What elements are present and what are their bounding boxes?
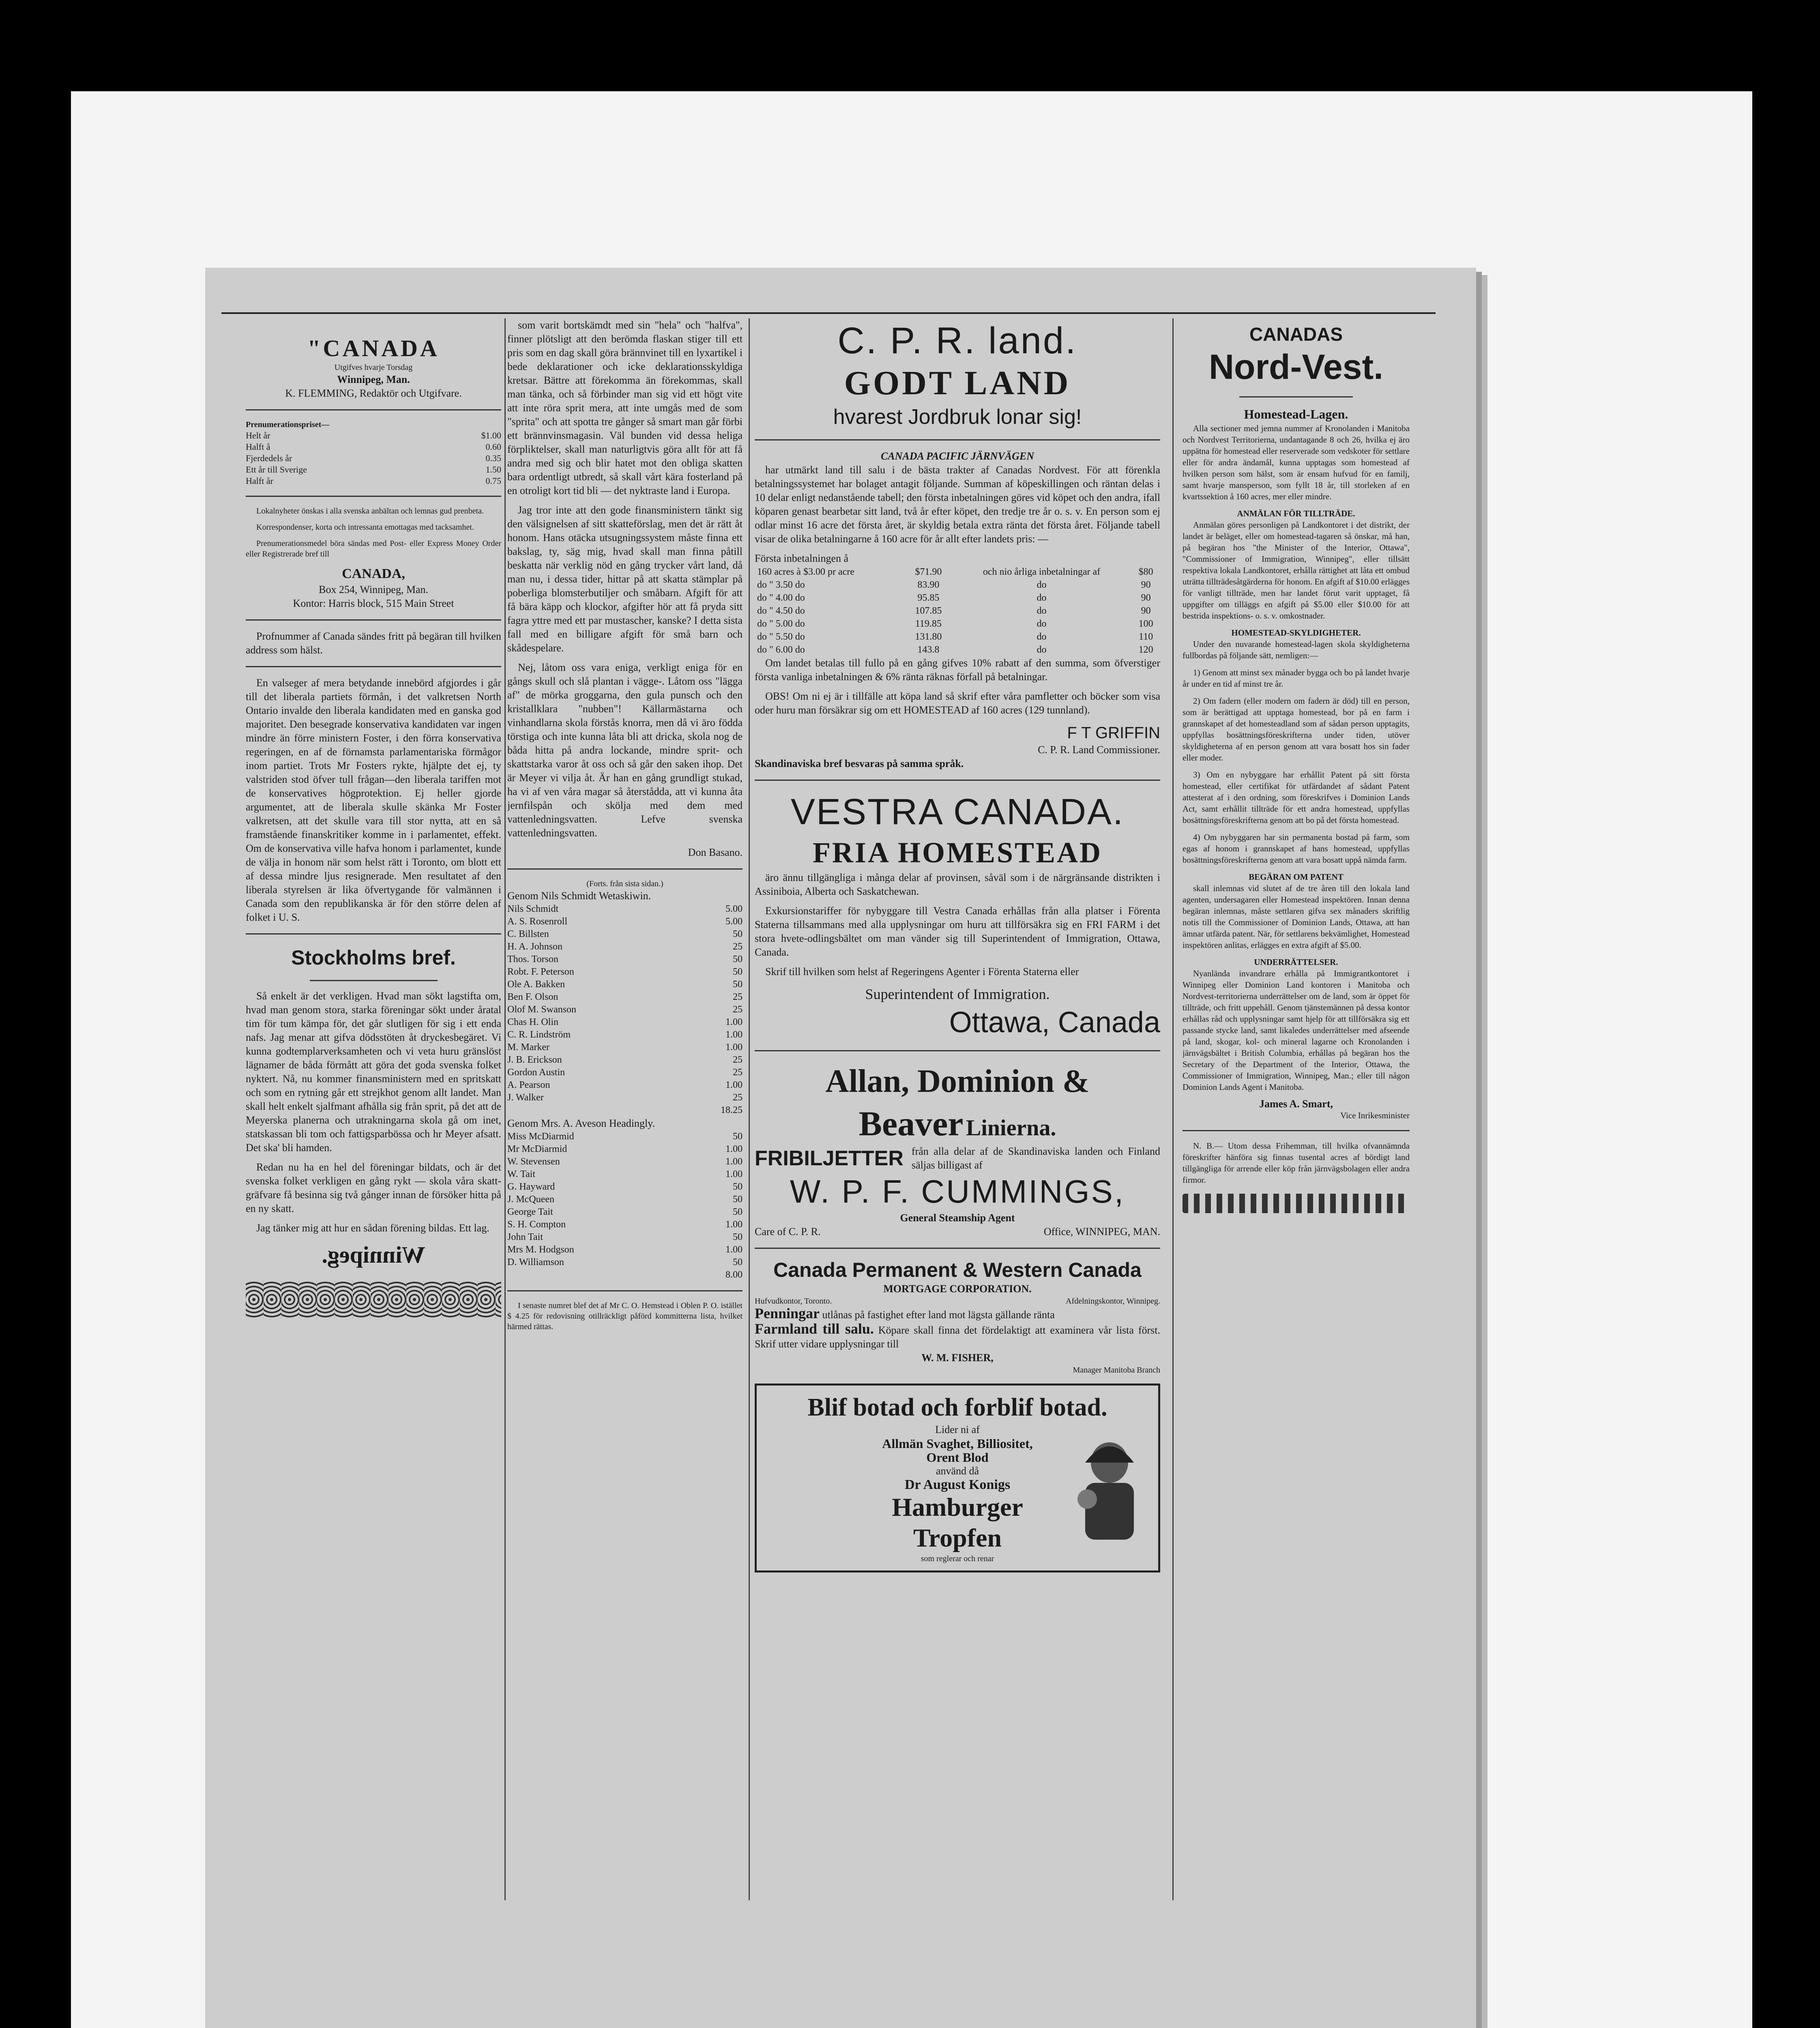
hamburger-tropfen-ad	[755, 1384, 1160, 1573]
editor-line: K. FLEMMING, Redaktör och Utgifvare.	[285, 387, 462, 399]
table-row: 160 acres à $3.00 pr acre $71.90 och nio årliga inbetalningar af $80	[757, 567, 1153, 577]
donor-row: George Tait 50	[507, 1207, 743, 1217]
law-paragraph: 2) Om fadern (eller modern om fadern är död) till en person, som är berättigad att upptaga homestead, bor på en farm i grannskapet af det homesteadland som af sådan person upptagits, uppfyllas bosättningsföreskrifterna under tiden, utöver skyldigheterna af en person genom att vara bosatt hos sin fader eller moder.	[1183, 696, 1410, 763]
masthead: "CANADA	[307, 335, 440, 361]
vestra-body: äro ännu tillgängliga i många delar af provinsen, såväl som i de närgränsande distrikten i Assiniboia, Alberta och Saskatchewan.	[755, 872, 1160, 897]
hamburger-line: Orent Blod	[926, 1450, 989, 1465]
price-row: Ett år till Sverige 1.50	[246, 464, 501, 475]
linierna: Linierna.	[966, 1115, 1056, 1141]
cpr-signature-title: C. P. R. Land Commissioner.	[1038, 744, 1160, 756]
footnote: I senaste numret blef det af Mr C. O. Hemstead i Oblen P. O. istället $ 4.25 för redovisning otillräckligt påförd kommitterna lista, hvilket härmed rättas.	[507, 1301, 743, 1331]
price-row: Helt år $1.00	[246, 430, 501, 440]
vestra-body: Skrif till hvilken som helst af Regeringens Agenter i Förenta Staterna eller	[765, 966, 1079, 977]
section-heading: HOMESTEAD-SKYLDIGHETER.	[1231, 628, 1361, 638]
divider	[246, 619, 501, 621]
notice: Prenumerationsmedel böra sändas med Post- eller Express Money Order eller Registrerade bref till	[246, 539, 501, 559]
sample-note: Profnummer af Canada sändes fritt på begäran till hvilken address som hälst.	[246, 630, 501, 656]
law-paragraph: Anmälan göres personligen på Landkontoret i det distrikt, der landet är beläget, eller om homestead-tagaren så önskar, må han, på begäran hos "the Minister of the Interior, Ottawa", "Commissioner of Immigration, Winnipeg", eller tillsätt respektiva lokala Landkontoret, erhålla rättighet att låta ett ombud uträtta tillträdesåtgärderna för honom. En afgift af $10.00 erlägges för vanligt tillträde, men har landet förut varit upptaget, få uppgifter om tilläggs en afgift på $5.00 eller $10.00 för att bestrida inspektions- o. s. v. omkostnader.	[1183, 520, 1410, 621]
list-intro: Genom Mrs. A. Aveson Headingly.	[507, 1117, 655, 1129]
donor-row: G. Hayward 50	[507, 1182, 743, 1192]
vestra-title: VESTRA CANADA.	[790, 792, 1125, 832]
donor-row: Robt. F. Peterson 50	[507, 967, 743, 977]
donor-row: M. Marker 1.00	[507, 1042, 743, 1053]
cpr-body: har utmärkt land till salu i de bästa trakter af Canadas Nordvest. För att förenkla betalningssystemet har bolaget antagit följande. Summan af köpeskillingen och räntan delas i 10 delar enligt nedanstående tabell; den första inbetalningen göres vid köpet och den andra, ifall köparen genast bearbetar sitt land, två år efter köpet, den tredje tre år o. s. v. En person som ej odlar minst 16 acre det första året, är skyldig betala extra ränta det första året. Följande tabell visar de olika betalningarne å 160 acre för år allt efter landets pris: —	[755, 464, 1160, 545]
column-3	[755, 318, 1160, 1900]
vestra-ottawa: Ottawa, Canada	[949, 1006, 1160, 1039]
donor-row: J. Walker 25	[507, 1092, 743, 1103]
subtotal-row: 8.00	[725, 1270, 743, 1280]
divider	[246, 409, 501, 410]
donor-row: Ole A. Bakken 50	[507, 979, 743, 990]
donor-row: C. Billsten 50	[507, 929, 743, 939]
fribiljetter-label: FRIBILJETTER	[755, 1147, 904, 1170]
divider	[507, 1290, 743, 1291]
table-row: do " 3.50 do 83.90 do 90	[757, 580, 1151, 590]
cpr-payment-table	[755, 565, 1160, 656]
cpr-table-head: Första inbetalningen å	[755, 552, 849, 564]
masthead-sub: Utgifves hvarje Torsdag	[334, 363, 413, 372]
law-paragraph: 4) Om nybyggaren har sin permanenta bostad på farm, som egas af honom i grannskapet af hans homestead, uppfyllas bosättningsföreskrifterna genom att vara bosatt uppå nämda farm.	[1183, 832, 1410, 865]
address-office: Kontor: Harris block, 515 Main Street	[293, 597, 454, 609]
list-header: (Forts. från sista sidan.)	[586, 879, 663, 888]
donor-row: W. Stevensen 1.00	[507, 1156, 743, 1167]
signature: James A. Smart,	[1259, 1098, 1333, 1110]
mortgage-sub: MORTGAGE CORPORATION.	[883, 1283, 1032, 1295]
office: Office, WINNIPEG, MAN.	[1043, 1226, 1160, 1237]
man-illustration	[1069, 1438, 1150, 1544]
donor-row: A. Pearson 1.00	[507, 1080, 743, 1090]
divider	[246, 933, 501, 935]
column-rule	[504, 318, 506, 1900]
beaver-title: Beaver	[858, 1104, 964, 1143]
fribiljetter-row	[755, 1145, 1160, 1172]
donor-row: Miss McDiarmid 50	[507, 1131, 743, 1142]
law-paragraph: 3) Om en nybyggare har erhållit Patent på sitt första homestead, eller certifikat för utfärdandet af sådant Patent attesterat af i den ordning, som föreskrifves i Dominion Lands Act, samt erhållit tillträde för ett andra homestead, uppfyllas bosättningsföreskrifterna genom att bo på det första homestead.	[1183, 770, 1410, 825]
hamburger-line: som reglerar och renar	[921, 1554, 994, 1563]
law-paragraph: Nyanlända invandrare erhålla på Immigrantkontoret i Winnipeg eller Dominion Land kontoren i Manitoba och Nordvest-territorierna underrättelser om de land, som är öppet för tillträde, och fritt uppehåll. Genom tjänstemännen på dessa kontor erhållas råd och upplysningar samt hjelp för att tillförsäkra sig ett passande stycke land, samt likaledes underrättelser med afseende på land, skogar, kol- och mineral lagarne och Kronolanden i järnvägsbältet i British Columbia, erhållas på begäran hos the Secretary of the Department of the Interior, Ottawa, the Commissioner of Immigration, Winnipeg, Man.; eller till någon Dominion Lands Agent i Manitoba.	[1183, 969, 1410, 1092]
donor-row: C. R. Lindström 1.00	[507, 1029, 743, 1040]
divider	[755, 1050, 1160, 1051]
column-rule	[749, 318, 750, 1900]
divider	[246, 666, 501, 667]
donor-row: Nils Schmidt 5.00	[507, 904, 743, 914]
donor-row: Mr McDiarmid 1.00	[507, 1144, 743, 1154]
cpr-signature: F T GRIFFIN	[1067, 724, 1160, 742]
cpr-tagline: hvarest Jordbruk lonar sig!	[833, 405, 1082, 429]
mortgage-hq: Hufvudkontor, Toronto.	[755, 1297, 832, 1306]
divider	[1183, 1130, 1410, 1131]
donor-row: John Tait 50	[507, 1232, 743, 1242]
price-row: Halft å 0.60	[246, 442, 501, 452]
nb-note: N. B.— Utom dessa Frihemman, till hvilka ofvannämnda föreskrifter hänföra sig finnas tusental acres af bördigt land tillgängliga för arrende eller köp från järnvägsbolagen eller andra firmor.	[1183, 1141, 1410, 1185]
mortgage-title: Canada Permanent & Western Canada	[773, 1259, 1142, 1281]
column-rule	[1172, 318, 1174, 1900]
article-paragraph: Nej, låtom oss vara eniga, verkligt eniga för en gångs skull och slå plantan i vägge-. Låtom oss "lägga af" de mörka groggarna, den gula punsch och den kristallklara "nubben"! Källarmästarna och vinhandlarna skola förstås knorra, men då vi äro födda törstiga och inte kunna låta bli att dricka, skola nog de båda hitta på andra lockande, mindre sprit- och skattstarka varor åt oss och så går den saken ihop. Det är Meyer vi vilja åt. Är han en gång grundligt stukad, ha vi af ven våra magar så återstådda, att vi kunna åta jernfilspån och skölja med dem med vattenledningsvatten. Lefve svenska vattenledningsvatten.	[507, 662, 743, 839]
article-paragraph: Jag tror inte att den gode finansministern tänkt sig den välsignelsen af sitt skatteförslag, men det är rätt åt honom. Hans otäcka utsugningssystem måste finna ett bakslag, ty, säg mig, hvad skall man finna påtill beskatta när verklig nöd en gång trycker vårt land, då man nu, i dessa tider, hittar på att skatta stämplar på poberliga blomsterbutiljer och småbarn. Afgift för att få bära käpp och klockor, afgifter hör att få pryda sitt fagra yttre med ett par mustascher, kanske? I detta sista fall med en billigare afgift för små barn och skådespelare.	[507, 504, 743, 654]
mortgage-signature-title: Manager Manitoba Branch	[1073, 1366, 1160, 1375]
notice: Lokalnyheter önskas i alla svenska anbältan och lemnas gud prenbeta.	[256, 507, 484, 516]
mortgage-body: utlånas på fastighet efter land mot lägsta gällande ränta	[822, 1309, 1055, 1321]
vestra-body: Exkursionstariffer för nybyggare till Vestra Canada erhållas från alla platser i Förenta Staterna tillsammans med alla upplysningar om huru att tillförsäkra sig en FRI FARM i det stora hvete-odlingsbältet om man vänder sig till Superintendent of Immigration, Ottawa, Canada.	[755, 905, 1160, 958]
donor-row: S. H. Compton 1.00	[507, 1219, 743, 1230]
hamburger-line: Allmän Svaghet, Billiositet,	[882, 1436, 1033, 1451]
newspaper-page	[205, 268, 1476, 2028]
fribiljetter-text: från alla delar af de Skandinaviska landen och Finland säljas billigast af	[911, 1145, 1160, 1171]
cummings-address	[755, 1225, 1160, 1239]
cpr-title: C. P. R. land.	[837, 320, 1077, 361]
donor-row: Thos. Torson 50	[507, 954, 743, 965]
cpr-railway: CANADA PACIFIC JÄRNVÄGEN	[880, 450, 1034, 462]
section-heading: ANMÄLAN FÖR TILLTRÄDE.	[1237, 509, 1355, 518]
donor-row: Chas H. Olin 1.00	[507, 1017, 743, 1027]
article-paragraph: som varit bortskämdt med sin "hela" och "halfva", finner plötsligt att den berömda flaskan stiger till ett pris som en dag skall göra brännvinet till en lyxartikel i bede deklarationer och icke deklarationsskyldiga kretsar. Bättre att förekomma än förekommas, skall man tänka, och så förbinder man sig vid ett högt vite att inte röra sprit mera, att inte umgås med de som "sprita" och att spotta tre gånger så smart man går förbi ett brännvinsmagasin. Väl bunden vid dessa heliga förpliktelser, skall man naturligtvis göra allt för att få andra med sig och blir hatet mot den obliga skatten bara ordentligt utbredt, så skall vårt kära fosterland på en otroligt kort tid bli — det nyktraste land i Europa.	[507, 319, 743, 496]
law-paragraph: 1) Genom att minst sex månader bygga och bo på landet hvarje år under en tid af minst tre år.	[1183, 668, 1410, 689]
article-paragraph: En valseger af mera betydande innebörd afgjordes i går till det liberala partiets förmån, i det valkretsen North Ontario invalde den liberala kandidaten med en ganska god majoritet. Den besegrade konservativa kandidaten var ingen mindre än förre ministern Foster, i den förra konservativa regeringen, en af de förnamsta parlamentariska förmågor inom partiet. Trots Mr Fosters rykte, hjälpte det ej, ty valstriden stod öfver tull frågan—den liberala tariffen mot de konservatives högprotektion. Ej heller gjorde argumentet, att de liberala skulle skänka Mr Foster valkretsen, att det skulle vara till stor nytta, att en så framstående finanskritiker komme in i parlamentet, effekt. Om de konservativa ville hafva honom i parlamentet, kunde de välja in honom när som helst rätt i Toronto, om blott ett af dessa mindre ljus resignerade. Men resultatet af den liberala styrelsen är lika öfvertygande för valmännen i Canada som den republikanska är för den större delen af folket i U. S.	[246, 677, 501, 923]
vestra-superintendent: Superintendent of Immigration.	[865, 986, 1050, 1002]
mortgage-signature: W. M. FISHER,	[921, 1352, 994, 1364]
cpr-note: OBS! Om ni ej är i tillfälle att köpa land så skrif efter våra pamfletter och böcker som visa oder huru man försäkrar sig om ett HOMESTEAD af 160 acres (129 tunnland).	[755, 690, 1160, 716]
signature: Don Basano.	[688, 846, 743, 858]
subtotal-row: 18.25	[721, 1105, 743, 1115]
article-paragraph: Redan nu ha en hel del föreningar bildats, och är det svenska folket verkligen en gång rykt — skola våra skatt-gräfvare få besinna sig två gånger innan de försöker hitta på en ny skatt.	[246, 1161, 501, 1214]
signature-title: Vice Inrikesminister	[1340, 1111, 1410, 1120]
donor-row: Mrs M. Hodgson 1.00	[507, 1244, 743, 1255]
column-1	[246, 318, 501, 1941]
donor-row: H. A. Johnson 25	[507, 941, 743, 952]
donor-row: D. Williamson 50	[507, 1257, 743, 1268]
prices-title: Prenumerationspriset—	[246, 420, 330, 429]
donor-row: A. S. Rosenroll 5.00	[507, 916, 743, 927]
article-paragraph: Så enkelt är det verkligen. Hvad man sökt lagstifta om, hvad man genom stora, starka föreningar sökt under åratal tim för tum kämpa för, det går slutligen för sig i ett enda nafs. Jag menar att gifva dödsstöten åt dryckesbegäret. Vi kunna godtemplarverksamheten och vi veta huru gränslöst lägnamer de båda förmått att göra det goda svenska folket nyktert. Nå, nu kommer finansministern med en spritskatt och som en rytning går ett strejkhot genom allt landet. Man skall helt enkelt sjalfmant afhålla sig från sprit, på det att de Meyerska planerna och utrakningarna skola gå om inet, statskassan bli tom och fattigsparbössa och hr Meyer afsatt. Det ska' bli hamden.	[246, 990, 501, 1154]
divider	[310, 980, 438, 981]
mortgage-branch: Afdelningskontor, Winnipeg.	[1066, 1297, 1160, 1306]
mortgage-body: Köpare skall finna det fördelaktigt att examinera vår lista först. Skrif utter vidare upplysningar till	[755, 1324, 1160, 1350]
column-2	[507, 318, 743, 1908]
address-name: CANADA,	[342, 566, 405, 581]
masthead-city: Winnipeg, Man.	[337, 374, 410, 385]
mortgage-land-row	[755, 1322, 1160, 1351]
hamburger-brand: Hamburger	[892, 1493, 1023, 1521]
divider	[755, 1248, 1160, 1249]
mortgage-money: Penningar	[755, 1305, 820, 1321]
divider	[1239, 396, 1353, 397]
column-4	[1183, 318, 1410, 1900]
cpr-language-note: Skandinaviska bref besvaras på samma språk.	[755, 758, 964, 769]
canadas-heading: CANADAS	[1249, 324, 1343, 345]
table-row: do " 4.00 do 95.85 do 90	[757, 593, 1151, 603]
nord-vest-heading: Nord-Vest.	[1208, 348, 1384, 387]
divider	[246, 496, 501, 497]
donor-row: Gordon Austin 25	[507, 1067, 743, 1078]
cpr-subtitle: GODT LAND	[844, 364, 1071, 402]
table-row: do " 5.00 do 119.85 do 100	[757, 619, 1153, 629]
mortgage-money-row	[755, 1306, 1160, 1322]
donor-row: Ben F. Olson 25	[507, 992, 743, 1002]
section-heading: BEGÄRAN OM PATENT	[1249, 872, 1344, 882]
cummings-sub: General Steamship Agent	[900, 1212, 1015, 1224]
table-row: do " 5.50 do 131.80 do 110	[757, 632, 1153, 642]
list-intro: Genom Nils Schmidt Wetaskiwin.	[507, 890, 651, 902]
divider	[755, 780, 1160, 781]
table-row: do " 4.50 do 107.85 do 90	[757, 606, 1151, 616]
law-paragraph: Alla sectioner med jemna nummer af Kronolanden i Manitoba och Nordvest Territorierna, undantagande 8 och 26, hvilka ej äro uppätna för homestead eller reserverade som vedskoter för settlare eller för andra ändamål, kunna upptagas som homestead af hvilken person som hälst, som är ensam hufvud för en familj, samt hvarje mansperson, som fyllt 18 år, till storleken af en kvartssektion å 160 acres, mer eller mindre.	[1183, 423, 1410, 501]
mortgage-land: Farmland till salu.	[755, 1321, 874, 1337]
top-rule	[221, 312, 1436, 314]
table-row: do " 6.00 do 143.8 do 120	[757, 644, 1153, 655]
tropfen-brand: Tropfen	[913, 1523, 1002, 1552]
address-box: Box 254, Winnipeg, Man.	[318, 584, 429, 595]
law-paragraph: Under den nuvarande homestead-lagen skola skyldigheterna fullbordas på följande sätt, nemligen:—	[1183, 639, 1410, 660]
cpr-note: Om landet betalas till fullo på en gång gifves 10% rabatt af den summa, som öfverstiger första vanliga inbetalningen & 6% ränta räknas förfall på betalningar.	[755, 657, 1160, 683]
cummings-title: W. P. F. CUMMINGS,	[790, 1173, 1125, 1209]
section-heading: UNDERRÄTTELSER.	[1254, 957, 1338, 967]
price-row: Fjerdedels år 0.35	[246, 453, 501, 463]
law-paragraph: skall inlemnas vid slutet af de tre åren till den lokala land agenten, undersagaren eller Homestead inspektören. Innan denna begäran inlemnas, måste settlaren gifva sex månaders skriftlig notis till the Commissioner of Dominion Lands, Ottawa, att han ämnar utfärda patent. När, för settlarens bekvämlighet, Homestead inspektören anlitas, erlägges en extra afgift af $5.00.	[1183, 883, 1410, 950]
donor-row: J. McQueen 50	[507, 1194, 743, 1205]
notice: Korrespondenser, korta och intressanta emottagas med tacksamhet.	[256, 523, 474, 532]
hamburger-line: Lider ni af	[935, 1424, 980, 1435]
beaver-line	[755, 1102, 1160, 1145]
care-of: Care of C. P. R.	[755, 1226, 821, 1237]
hamburger-title: Blif botad och forblif botad.	[807, 1394, 1107, 1421]
donor-row: W. Tait 1.00	[507, 1169, 743, 1179]
homestead-title: Homestead-Lagen.	[1244, 407, 1348, 421]
hamburger-line: använd då	[936, 1465, 979, 1477]
ornament-border	[1183, 1194, 1410, 1213]
hamburger-line: Dr August Konigs	[904, 1477, 1011, 1492]
divider	[507, 868, 743, 870]
vestra-subtitle: FRIA HOMESTEAD	[812, 836, 1103, 869]
price-row: Halft år 0.75	[246, 476, 501, 486]
ornament-border	[246, 1281, 501, 1318]
donor-row: J. B. Erickson 25	[507, 1055, 743, 1065]
stockholm-title: Stockholms bref.	[291, 946, 456, 969]
donor-row: Olof M. Swanson 25	[507, 1004, 743, 1015]
article-paragraph: Jag tänker mig att hur en sådan förening bildas. Ett lag.	[256, 1222, 489, 1234]
divider	[755, 439, 1160, 440]
allan-lines-title: Allan, Dominion &	[825, 1063, 1090, 1099]
mirrored-word: Winnipeg.	[322, 1242, 425, 1268]
